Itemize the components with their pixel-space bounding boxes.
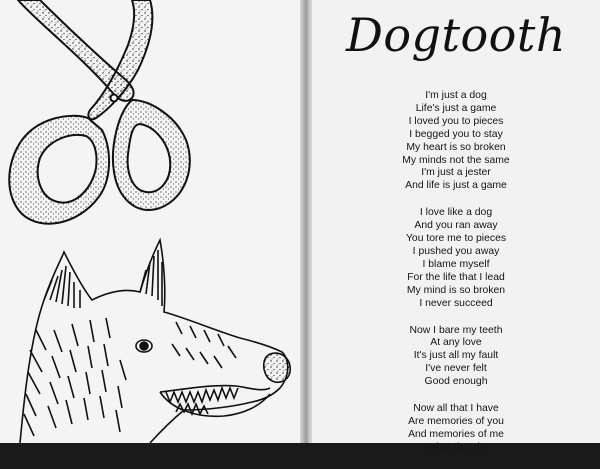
poem-line: My minds not the same [402, 154, 510, 166]
poem-line: My mind is so broken [406, 284, 506, 296]
poem-line: I love like a dog [419, 207, 493, 219]
right-page [312, 0, 600, 453]
poem-line: Good enough [424, 376, 488, 388]
poem-line: I loved you to pieces [408, 115, 504, 127]
poem-line: I begged you to stay [409, 128, 503, 140]
poem-line: Life's just a game [415, 102, 497, 114]
stanza-3 [370, 325, 542, 390]
poem-line: You tore me to pieces [405, 233, 507, 245]
poem-line: At any love [430, 337, 482, 349]
stanza-2 [370, 207, 542, 310]
scissors-drawing [9, 0, 190, 224]
poem-line: I blame myself [422, 258, 490, 270]
poem-line: I've never felt [425, 363, 487, 375]
poem-line: It's just all my fault [413, 350, 499, 362]
poem-line: And you ran away [414, 220, 498, 232]
poem-line: What do I do [426, 441, 486, 453]
stanza-4 [370, 403, 542, 455]
poem-line: Are memories of you [408, 415, 504, 427]
poem-line: I never succeed [419, 297, 493, 309]
poem-line: Now I bare my teeth [409, 324, 503, 336]
dog-head-drawing [20, 240, 290, 443]
poem-body [370, 90, 542, 469]
stanza-1 [370, 90, 542, 193]
illustrations [0, 0, 306, 443]
poem-line: I pushed you away [412, 245, 500, 257]
poem-line: My heart is so broken [406, 141, 506, 153]
left-page [0, 0, 306, 443]
poem-line: And memories of me [408, 428, 504, 440]
poem-line: And life is just a game [405, 180, 507, 192]
poem-line: I'm just a jester [421, 167, 491, 179]
poem-line: I'm just a dog [425, 90, 487, 101]
poem-line: Now all that I have [413, 403, 499, 415]
poem-line: For the life that I lead [407, 271, 505, 283]
poem-title: Dogtooth [345, 8, 566, 62]
